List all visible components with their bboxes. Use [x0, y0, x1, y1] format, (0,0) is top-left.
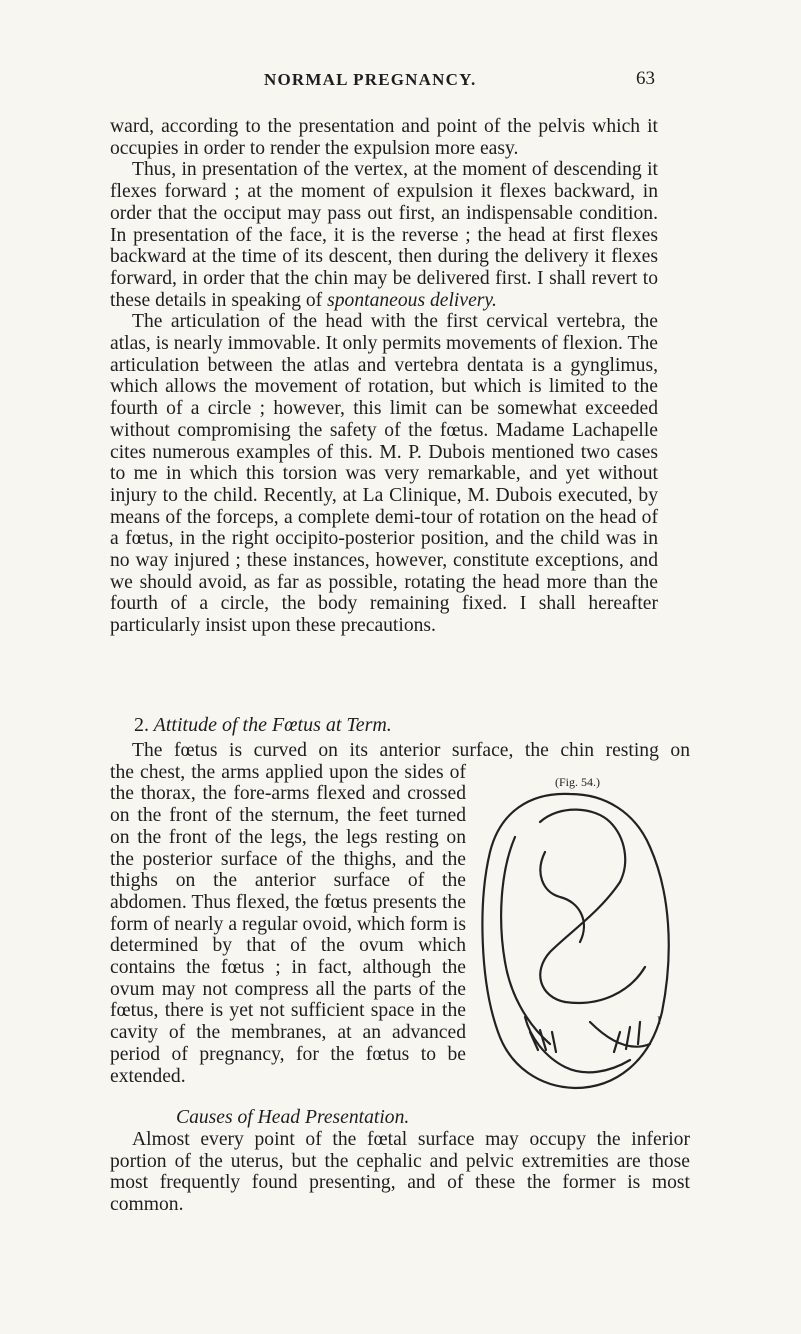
- attitude-paragraph: the chest, the arms applied upon the sides of the thorax, the fore-arms flexed and crossed on the front of the sternum, the feet turned on the front of the legs, the legs resting on the posterior surface of the thighs, and the thighs on the anterior surface of the abdomen. Thus flexed, the fœtus presents the form of nearly a regular ovoid, which form is determined by that of the ovum which contains the fœtus ; in fact, although the ovum may not compress all the parts of the fœtus, there is yet not sufficient space in the cavity of the membranes, at an advanced period of pregnancy, for the fœtus to be extended.: [110, 761, 466, 1087]
- spontaneous-delivery-term: spontaneous delivery.: [327, 289, 497, 311]
- figure-side-label: I: [657, 1012, 661, 1027]
- paragraph-flexion-text: Thus, in presentation of the vertex, at the moment of descending it flexes forward ; at the moment of expulsion it flexes backward, in order that the occiput may pass out first, an indispensable condition. In presentation of the face, it is the reverse ; the head at first flexes backward at the time of its descent, then during the delivery it flexes forward, in order that the chin may be delivered first. I shall revert to these details in speaking of: [110, 159, 658, 311]
- paragraph-articulation: The articulation of the head with the first cervical vertebra, the atlas, is nearly immovable. It only permits movements of flexion. The articulation between the atlas and vertebra dentata is a gynglimus, which allows the movement of rotation, but which is limited to the fourth of a circle ; however, this limit can be somewhat exceeded without compromising the safety of the fœtus. Madame Lachapelle cites numerous examples of this. M. P. Dubois mentioned two cases to me in which this torsion was very remarkable, and yet without injury to the child. Recently, at La Clinique, M. Dubois executed, by means of the forceps, a complete demi-tour of rotation on the head of a fœtus, in the right occipito-posterior position, and the child was in no way injured ; these instances, however, constitute exceptions, and we should avoid, as far as possible, rotating the head more than the fourth of a circle, the body remaining fixed. I shall hereafter particularly insist upon these precautions.: [110, 311, 658, 637]
- page-header: [0, 70, 801, 100]
- section-heading: [134, 714, 392, 737]
- paragraph-continuation: ward, according to the presentation and point of the pelvis which it occupies in order to render the expulsion more easy.: [110, 116, 658, 159]
- fetus-leg: [565, 967, 645, 1003]
- causes-subheading: Causes of Head Presentation.: [176, 1107, 410, 1129]
- running-head: NORMAL PREGNANCY.: [264, 70, 477, 89]
- section-title: Attitude of the Fœtus at Term.: [153, 714, 392, 736]
- section-first-line: The fœtus is curved on its anterior surface, the chin resting on: [132, 740, 690, 761]
- ovum-outline: [482, 794, 668, 1088]
- figure-caption: (Fig. 54.): [555, 774, 600, 789]
- figure-54: [470, 774, 690, 1098]
- fetus-hand: [525, 1017, 630, 1072]
- fetus-back: [501, 837, 550, 1044]
- causes-paragraph: Almost every point of the fœtal surface may occupy the inferior portion of the uterus, but the cephalic and pelvic extremities are those most frequently found presenting, and of these the former is most common.: [110, 1128, 690, 1216]
- paragraph-flexion: [110, 159, 658, 311]
- fetus-head: [540, 809, 625, 881]
- page-number: 63: [636, 68, 655, 89]
- fetus-illustration: [470, 782, 680, 1102]
- figure-section: [110, 740, 690, 1216]
- body-text: [110, 116, 658, 637]
- section-number: 2.: [134, 714, 149, 736]
